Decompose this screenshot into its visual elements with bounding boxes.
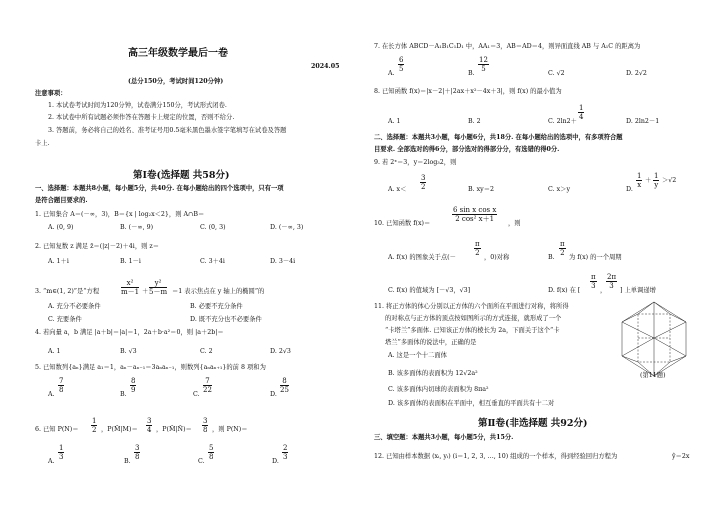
q10-option-d: D. f(x) 在 [ bbox=[548, 287, 581, 294]
q6-option-c: C. bbox=[198, 458, 205, 465]
exam-date: 2024.05 bbox=[311, 63, 340, 70]
q10-option-d-fraction-2: $\frac{2\pi}{3}$ bbox=[607, 273, 617, 290]
notice-item: 3. 答题前，务必将自己的姓名、准考证号用0.5毫米黑色墨水签字笔填写在试卷及答题 bbox=[48, 127, 287, 134]
q4-option-c: C. 2 bbox=[200, 348, 213, 355]
q10-option-a: A. f(x) 的图象关于点(－ bbox=[388, 254, 456, 261]
q10-function-fraction: $\frac{\text{6 sin x cos x}}{\text{2 cos² x＋1}}$ bbox=[453, 206, 497, 223]
q10-option-b-fraction: $\frac{\pi}{2}$ bbox=[560, 240, 565, 257]
q3-fraction-y: $\frac{\text{y²}}{5-m}$ bbox=[149, 279, 168, 296]
q6-fraction-1: $\frac{1}{2}$ bbox=[92, 417, 97, 434]
q6-option-b-fraction: $\frac{3}{8}$ bbox=[135, 444, 140, 461]
q9-option-a: A. x＜ bbox=[388, 186, 407, 193]
q3-option-a: A. 充分不必要条件 bbox=[48, 303, 101, 310]
q1-option-c: C. (0, 3) bbox=[200, 224, 226, 231]
question-12-stem: 12. 已知由样本数据 (xᵢ, yᵢ) (i＝1, 2, 3, …, 10) 组成的一个样本，得到经验回归方程为 bbox=[374, 453, 618, 460]
question-11-stem-line: 的对称点与正方体的顶点按如图所示的方式连接，就形成了一个 bbox=[385, 315, 562, 322]
q9-option-c: C. x＞y bbox=[548, 186, 571, 193]
q3-option-d: D. 既不充分也不必要条件 bbox=[190, 316, 262, 323]
question-2-stem: 2. 已知复数 z 满足 z̄＝(|z|－2)＋4i，则 z＝ bbox=[35, 243, 160, 250]
q6-option-d-fraction: $\frac{2}{3}$ bbox=[283, 444, 288, 461]
q9-option-a-fraction: $\frac{3}{2}$ bbox=[421, 174, 426, 191]
q6-option-d: D. bbox=[272, 458, 279, 465]
question-6-stem-d: ，则 P(N)＝ bbox=[212, 426, 248, 433]
q9-option-d-plus: ＋ bbox=[645, 177, 652, 184]
q9-option-d: D. bbox=[626, 186, 633, 193]
question-6-stem-b: ，P(M̄|M)＝ bbox=[101, 426, 138, 433]
q8-option-a: A. 1 bbox=[388, 118, 401, 125]
section3-heading: 三、填空题：本题共3小题，每小题5分，共15分. bbox=[374, 434, 514, 441]
q5-option-b-fraction: $\frac{8}{9}$ bbox=[131, 377, 136, 394]
q6-option-a: A. bbox=[48, 458, 55, 465]
q9-option-d-fraction-2: $\frac{1}{y}$ bbox=[654, 172, 659, 189]
exam-title: 高三年级数学最后一卷 bbox=[128, 48, 228, 59]
part2-title: 第Ⅱ卷(非选择题 共92分) bbox=[478, 418, 588, 429]
notice-item: 1. 本试卷考试时间为120分钟，试卷满分150分，考试形式闭卷. bbox=[48, 102, 227, 109]
question-10-stem: 10. 已知函数 f(x)＝ bbox=[374, 220, 431, 227]
question-6-stem-c: ，P(M̄|N̄)＝ bbox=[156, 426, 192, 433]
question-11-stem-line: 塔兰”多面体的说法中，正确的是 bbox=[385, 339, 477, 346]
question-11-stem: 11. 将正方体的体心分别以正方体的六个面所在平面进行对称，将所得 bbox=[374, 303, 569, 310]
notice-item: 2. 本试卷中所有试题必须作答在答题卡上规定的位置，否则不给分. bbox=[48, 114, 235, 121]
q4-option-a: A. 1 bbox=[48, 348, 61, 355]
section1-heading: 一、选择题：本题共8小题，每小题5分，共40分. 在每小题给出的四个选项中，只有一项 bbox=[35, 185, 284, 192]
q7-option-c: C. √2 bbox=[548, 70, 565, 77]
q7-option-a-fraction: $\frac{6}{5}$ bbox=[399, 56, 404, 73]
question-11-stem-line: “卡塔兰”多面体. 已知该正方体的棱长为 2a，下面关于这个“卡 bbox=[385, 327, 560, 334]
q10-option-d-comma: ， bbox=[600, 287, 607, 294]
q5-option-d-fraction: $\frac{8}{25}$ bbox=[280, 377, 289, 394]
question-4-stem: 4. 若向量 a，b 满足 |a＋b|＝|a|＝1，2a＋b·a²＝0，则 |a＋2b|＝ bbox=[35, 329, 224, 336]
q3-plus: ＋ bbox=[142, 288, 149, 295]
q1-option-b: B. (－∞, 9) bbox=[120, 224, 154, 231]
q8-option-b: B. 2 bbox=[468, 118, 481, 125]
question-6-stem: 6. 已知 P(N)＝ bbox=[35, 426, 79, 433]
q10-option-d-cont: ] 上单调递增 bbox=[620, 287, 656, 294]
part1-title: 第Ⅰ卷(选择题 共58分) bbox=[133, 170, 230, 181]
q6-option-a-fraction: $\frac{1}{3}$ bbox=[59, 444, 64, 461]
q9-option-d-tail: ＞√2 bbox=[662, 177, 677, 184]
q7-option-d: D. 2√2 bbox=[626, 70, 647, 77]
section2-heading: 二、选择题：本题共3小题，每小题6分，共18分. 在每小题给出的选项中，有多项符合题 bbox=[374, 134, 623, 141]
q8-option-d: D. 2ln2－1 bbox=[626, 118, 660, 125]
q10-option-d-fraction-1: $\frac{\pi}{3}$ bbox=[591, 273, 596, 290]
question-12-equation: ŷ＝2x bbox=[672, 453, 690, 460]
q5-option-a: A. bbox=[48, 391, 55, 398]
q8-option-c: C. 2ln2＋ bbox=[548, 118, 577, 125]
q10-option-c: C. f(x) 的值域为 [－√3，√3] bbox=[388, 287, 471, 294]
notice-heading: 注意事项： bbox=[35, 90, 67, 97]
q7-option-b-fraction: $\frac{12}{5}$ bbox=[479, 56, 488, 73]
q6-option-c-fraction: $\frac{5}{8}$ bbox=[209, 444, 214, 461]
q11-option-d: D. 该多面体的表面积在平面中，相互垂直的平面共有十二对 bbox=[388, 400, 555, 407]
question-1-stem: 1. 已知集合 A＝(－∞，3)，B＝{x | log₂x＜2}，则 A∩B＝ bbox=[35, 211, 205, 218]
q2-option-d: D. 3－4i bbox=[270, 258, 296, 265]
q2-option-a: A. 1＋i bbox=[48, 258, 69, 265]
q6-fraction-2: $\frac{3}{4}$ bbox=[147, 417, 152, 434]
q11-option-b: B. 该多面体的表面积为 12√2a² bbox=[388, 370, 478, 377]
q6-fraction-3: $\frac{3}{8}$ bbox=[203, 417, 208, 434]
q7-option-a: A. bbox=[388, 70, 395, 77]
question-7-stem: 7. 在长方体 ABCD－A₁B₁C₁D₁ 中，AA₁＝3，AB＝AD＝4，则异面直线 AB 与 A₁C 的距离为 bbox=[374, 43, 641, 50]
q6-option-b: B. bbox=[124, 458, 131, 465]
question-8-stem: 8. 已知函数 f(x)＝|x－2|＋|2ax＋x²－4x＋3|，则 f(x) 的最小值为 bbox=[374, 88, 562, 95]
q5-option-d: D. bbox=[270, 391, 277, 398]
q9-option-b: B. xy＝2 bbox=[468, 186, 495, 193]
section1-heading-cont: 是符合题目要求的. bbox=[35, 197, 88, 204]
question-5-stem: 5. 已知数列{aₙ}满足 a₁＝1，aₙ－aₙ₋₁＝3aₙaₙ₋₁，则数列{aₙaₙ₊₁}的前 8 项和为 bbox=[35, 364, 266, 371]
q3-option-c: C. 充要条件 bbox=[48, 316, 82, 323]
q11-polyhedron-figure bbox=[618, 300, 690, 382]
q11-figure-caption: (第11题) bbox=[640, 372, 666, 379]
exam-subtitle: (总分150分，考试时间120分钟) bbox=[128, 78, 224, 85]
q11-option-c: C. 该多面体内切球的表面积为 8πa² bbox=[388, 386, 489, 393]
q4-option-d: D. 2√3 bbox=[270, 348, 291, 355]
q10-option-a-fraction: $\frac{\pi}{2}$ bbox=[475, 240, 480, 257]
q5-option-c-fraction: $\frac{7}{22}$ bbox=[203, 377, 212, 394]
q10-option-a-cont: ，0)对称 bbox=[484, 254, 510, 261]
question-3-stem: 3. “m∈(1, 2)”是“方程 bbox=[35, 288, 100, 295]
q5-option-b: B. bbox=[120, 391, 127, 398]
q11-option-a: A. 这是一个十二面体 bbox=[388, 352, 447, 359]
q7-option-b: B. bbox=[468, 70, 475, 77]
notice-item: 卡上. bbox=[35, 140, 50, 147]
q8-option-c-fraction: $\frac{1}{4}$ bbox=[579, 104, 584, 121]
section2-heading-cont: 目要求. 全部选对的得6分，部分选对的得部分分，有选错的得0分. bbox=[374, 146, 560, 153]
q10-option-b: B. bbox=[548, 254, 555, 261]
q1-option-d: D. (－∞, 3) bbox=[270, 224, 304, 231]
q3-option-b: B. 必要不充分条件 bbox=[190, 303, 243, 310]
q3-fraction-x: $\frac{\text{x²}}{m-1}$ bbox=[121, 279, 140, 296]
q2-option-b: B. 1－i bbox=[120, 258, 141, 265]
question-9-stem: 9. 若 2ˣ＝3，y＝2log₃2，则 bbox=[374, 159, 457, 166]
q5-option-c: C. bbox=[193, 391, 200, 398]
q9-option-d-fraction-1: $\frac{1}{x}$ bbox=[637, 172, 642, 189]
q1-option-a: A. (0, 9) bbox=[48, 224, 74, 231]
q4-option-b: B. √3 bbox=[120, 348, 137, 355]
q10-option-b-cont: 为 f(x) 的一个周期 bbox=[569, 254, 622, 261]
q2-option-c: C. 3＋4i bbox=[200, 258, 225, 265]
q5-option-a-fraction: $\frac{7}{8}$ bbox=[59, 377, 64, 394]
question-3-stem-cont: ＝1 表示焦点在 y 轴上的椭圆”的 bbox=[172, 288, 265, 295]
question-10-stem-cont: ，则 bbox=[508, 220, 521, 227]
